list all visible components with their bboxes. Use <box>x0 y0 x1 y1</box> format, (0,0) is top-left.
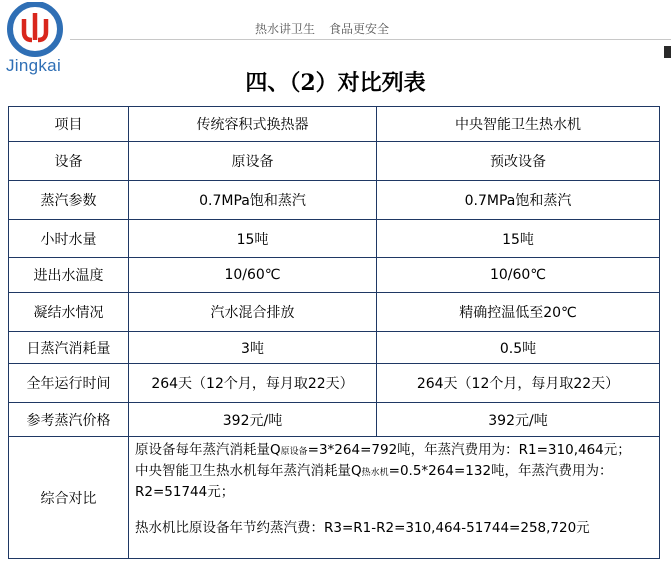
row-label: 小时水量 <box>9 220 129 258</box>
row-label: 进出水温度 <box>9 258 129 293</box>
cell-central: 392元/吨 <box>377 403 660 437</box>
table-header-row <box>9 107 660 142</box>
cell-central: 0.5吨 <box>377 332 660 364</box>
cell-central: 10/60℃ <box>377 258 660 293</box>
table-row <box>9 293 660 332</box>
table-row <box>9 220 660 258</box>
cell-traditional: 264天（12个月，每月取22天） <box>129 364 377 403</box>
summary-row <box>9 437 660 559</box>
cell-central: 精确控温低至20℃ <box>377 293 660 332</box>
table-row <box>9 142 660 181</box>
row-label: 参考蒸汽价格 <box>9 403 129 437</box>
row-label: 蒸汽参数 <box>9 181 129 220</box>
summary-line-original: 原设备每年蒸汽消耗量Q原设备=3*264=792吨，年蒸汽费用为：R1=310,464元； <box>135 442 631 458</box>
summary-line-savings: 热水机比原设备年节约蒸汽费：R3=R1-R2=310,464-51744=258,720元 <box>135 520 590 536</box>
header-slogan <box>255 20 403 37</box>
cell-traditional: 0.7MPa饱和蒸汽 <box>129 181 377 220</box>
logo-text: Jingkai <box>6 56 62 75</box>
cell-traditional: 10/60℃ <box>129 258 377 293</box>
slogan-part: 食品更安全 <box>329 22 390 36</box>
header-cell: 传统容积式换热器 <box>129 107 377 142</box>
cell-central: 15吨 <box>377 220 660 258</box>
comparison-table <box>8 106 660 559</box>
logo-mark-icon <box>4 2 66 58</box>
table-row <box>9 364 660 403</box>
cell-central: 0.7MPa饱和蒸汽 <box>377 181 660 220</box>
table-row <box>9 258 660 293</box>
summary-text <box>129 437 660 559</box>
cell-traditional: 3吨 <box>129 332 377 364</box>
row-label: 全年运行时间 <box>9 364 129 403</box>
edge-marker <box>664 46 671 58</box>
page-title: 四、（2）对比列表 <box>245 70 426 96</box>
table-row <box>9 403 660 437</box>
header-divider <box>70 39 671 40</box>
header-cell: 中央智能卫生热水机 <box>377 107 660 142</box>
cell-traditional: 原设备 <box>129 142 377 181</box>
summary-line-heater: 中央智能卫生热水机每年蒸汽消耗量Q热水机=0.5*264=132吨，年蒸汽费用为：R2=51744元； <box>135 463 613 500</box>
summary-label: 综合对比 <box>9 437 129 559</box>
cell-traditional: 汽水混合排放 <box>129 293 377 332</box>
row-label: 设备 <box>9 142 129 181</box>
row-label: 日蒸汽消耗量 <box>9 332 129 364</box>
table-row <box>9 332 660 364</box>
cell-central: 预改设备 <box>377 142 660 181</box>
summary-spacer <box>135 502 653 519</box>
cell-traditional: 392元/吨 <box>129 403 377 437</box>
cell-traditional: 15吨 <box>129 220 377 258</box>
row-label: 凝结水情况 <box>9 293 129 332</box>
cell-central: 264天（12个月，每月取22天） <box>377 364 660 403</box>
table-row <box>9 181 660 220</box>
slogan-part: 热水讲卫生 <box>255 22 316 36</box>
header-cell: 项目 <box>9 107 129 142</box>
